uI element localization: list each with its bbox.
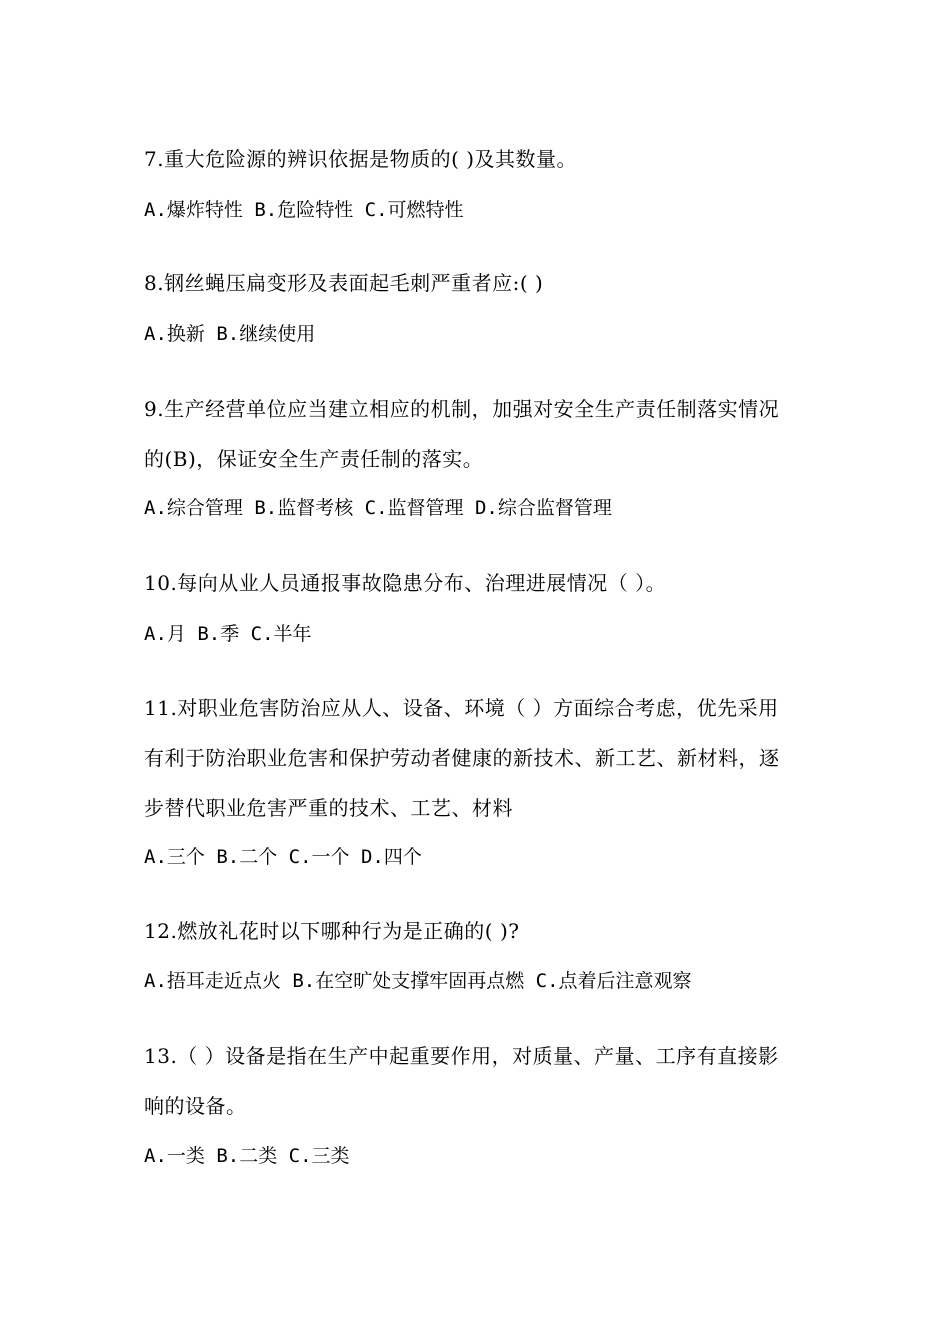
question-7-text: 7.重大危险源的辨识依据是物质的( )及其数量。	[144, 147, 578, 171]
question-9-text-line-2: 的(B)，保证安全生产责任制的落实。	[144, 447, 484, 471]
question-7-options: A.爆炸特性 B.危险特性 C.可燃特性	[144, 199, 464, 221]
question-10-options: A.月 B.季 C.半年	[144, 623, 312, 645]
question-8-text: 8.钢丝蝇压扁变形及表面起毛刺严重者应:( )	[144, 271, 544, 295]
question-9-options: A.综合管理 B.监督考核 C.监督管理 D.综合监督管理	[144, 497, 612, 519]
question-12-text: 12.燃放礼花时以下哪种行为是正确的( )?	[144, 919, 520, 943]
question-13-options: A.一类 B.二类 C.三类	[144, 1145, 350, 1167]
question-11-text-line-1: 11.对职业危害防治应从人、设备、环境（ ）方面综合考虑，优先采用	[144, 696, 779, 720]
question-11-text-line-2: 有利于防治职业危害和保护劳动者健康的新技术、新工艺、新材料，逐	[144, 746, 780, 770]
question-12-options: A.捂耳走近点火 B.在空旷处支撑牢固再点燃 C.点着后注意观察	[144, 970, 692, 992]
question-13-text-line-1: 13.（ ）设备是指在生产中起重要作用，对质量、产量、工序有直接影	[144, 1044, 779, 1068]
question-13-text-line-2: 响的设备。	[144, 1094, 247, 1118]
question-10-text: 10.每向从业人员通报事故隐患分布、治理进展情况（ ）。	[144, 571, 667, 595]
question-11-text-line-3: 步替代职业危害严重的技术、工艺、材料	[144, 796, 513, 820]
question-8-options: A.换新 B.继续使用	[144, 323, 316, 345]
question-9-text-line-1: 9.生产经营单位应当建立相应的机制，加强对安全生产责任制落实情况	[144, 397, 780, 421]
question-11-options: A.三个 B.二个 C.一个 D.四个	[144, 846, 422, 868]
